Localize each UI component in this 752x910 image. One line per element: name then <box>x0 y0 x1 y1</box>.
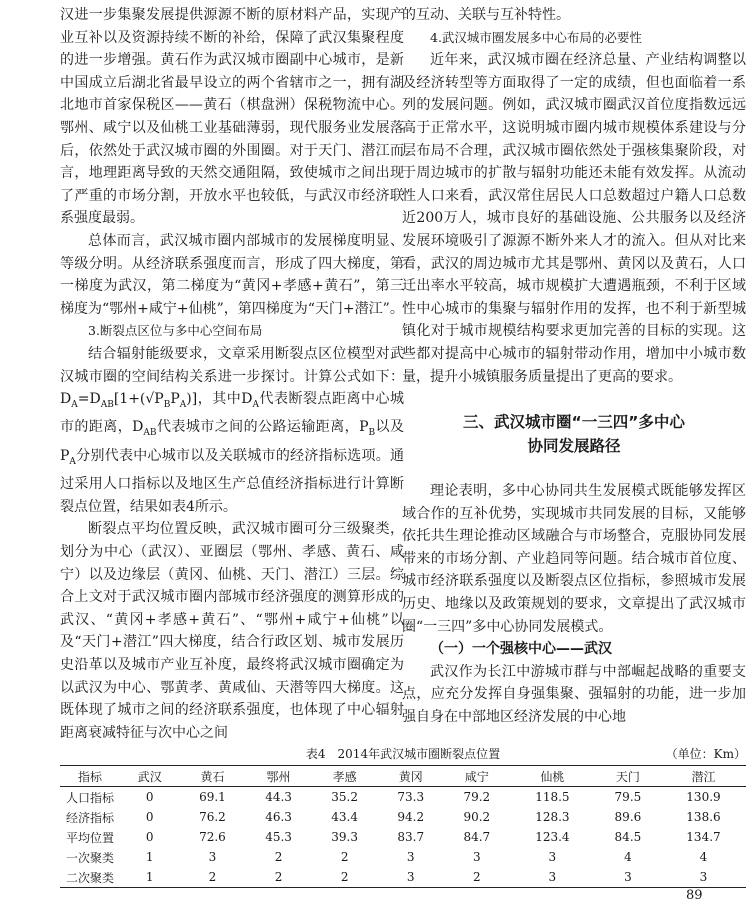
table-cell: 123.4 <box>535 830 570 844</box>
table-cell: 39.3 <box>331 830 358 844</box>
table-cell: 4 <box>624 850 632 864</box>
table-cell: 72.6 <box>199 830 226 844</box>
body-paragraph: 断裂点平均位置反映，武汉城市圈可分三级聚类，划分为中心（武汉）、亚圈层（鄂州、孝感、黄石、咸宁）以及边缘层（黄冈、仙桃、天门、潜江）三层。综合上文对于武汉城市圈内部城市经济强度的测算形成的武汉、“黄冈+孝感+黄石”、“鄂州+咸宁+仙桃”以及“天门+潜江”四大梯度，结合行政区划、城市发展历史沿革以及城市产业互补度，最终将武汉城市圈确定为以武汉为中心、鄂黄孝、黄咸仙、天潜等四大梯度。这既体现了城市之间的经济联系强度，也体现了中心辐射距离衰减特征与次中心之间 <box>60 521 404 741</box>
table-cell: 79.5 <box>614 790 642 804</box>
table-cell: 3 <box>406 850 415 864</box>
table-cell: 84.5 <box>614 830 642 844</box>
table-cell: 3 <box>595 867 661 888</box>
page-number: 89 <box>686 888 703 903</box>
breakpoint-table <box>60 765 746 888</box>
table-cell: 76.2 <box>199 810 226 824</box>
table-cell: 79.2 <box>463 790 491 804</box>
table-cell: 3 <box>473 850 481 864</box>
table-caption <box>60 745 746 763</box>
table-header-cell: 武汉 <box>120 766 179 787</box>
body-paragraph-formula: 结合辐射能级要求，文章采用断裂点区位模型对武汉城市圈的空间结构关系进一步探讨。计算公式如下：$D_A=D_{AB}[1+(√P_BP_A)]$，其中$D_A$代表断裂点距离中心城市的距离，$D_{AB}$代表城市之间的公路运输距离，$P_B$以及$P_A$分别代表中心城市以及关联城市的经济指标选项。通过采用人口指标以及地区生产总值经济指标进行计算断裂点位置，结果如表4所示。 <box>60 345 404 515</box>
table-header-cell: 指标 <box>60 766 120 787</box>
table-cell: 35.2 <box>331 790 358 804</box>
table-cell: 0 <box>145 830 154 844</box>
table-row-label: 平均位置 <box>65 830 114 845</box>
table-header-cell: 鄂州 <box>246 766 312 787</box>
table-cell: 89.6 <box>614 810 642 824</box>
table-cell: 134.7 <box>686 830 721 844</box>
table-cell: 3 <box>378 867 444 888</box>
table-header-cell: 黄石 <box>179 766 245 787</box>
table-cell: 94.2 <box>397 810 425 824</box>
table-header-cell: 咸宁 <box>444 766 510 787</box>
table-row-label: 二次聚类 <box>60 867 120 888</box>
table-cell: 44.3 <box>265 790 292 804</box>
table-cell: 0 <box>145 810 154 824</box>
table-cell: 2 <box>179 867 245 888</box>
table-cell: 84.7 <box>463 830 491 844</box>
body-paragraph: 近年来，武汉城市圈在经济总量、产业结构调整以及经济转型等方面取得了一定的成绩，但也面临着一系列的发展问题。例如，武汉城市圈武汉首位度指数远远高于正常水平，这说明城市圈内城市规模体系建设与分层布局不合理，武汉城市圈依然处于强核集聚阶段，对于周边城市的扩散与辐射功能还未能有效发挥。从流动性人口来看，武汉常住居民人口总数超过户籍人口总数近200万人，城市良好的基础设施、公共服务以及经济发展环境吸引了源源不断外来人才的流入。但从对比来看，武汉的周边城市尤其是鄂州、黄冈以及黄石，人口迁出率水平较高，城市规模扩大遭遇瓶颈，不利于区域性中心城市的集聚与辐射作用的发挥，也不利于新型城镇化对于城市规模结构要求更加完善的目标的实现。这些都对提高中心城市的辐射带动作用，增加中小城市数量，提升小城镇服务质量提出了更高的要求。 <box>402 52 746 385</box>
table-cell: 2 <box>274 850 283 864</box>
table-cell: 130.9 <box>686 790 721 804</box>
table-cell: 128.3 <box>535 810 570 824</box>
table-row <box>60 827 746 847</box>
table-row-label: 人口指标 <box>65 790 114 805</box>
table-cell: 2 <box>312 867 378 888</box>
table-header-cell: 孝感 <box>312 766 378 787</box>
table-unit: （单位：Km） <box>665 747 746 761</box>
table-row <box>60 807 746 827</box>
table-cell: 90.2 <box>463 810 491 824</box>
table-header-cell: 仙桃 <box>510 766 595 787</box>
table-cell: 2 <box>444 867 510 888</box>
table-cell: 0 <box>145 790 154 804</box>
table-cell: 118.5 <box>535 790 570 804</box>
bold-subheading: （一）一个强核中心——武汉 <box>430 641 612 658</box>
table-cell: 73.3 <box>397 790 425 804</box>
table-cell: 43.4 <box>331 810 358 824</box>
table-cell: 1 <box>145 850 154 864</box>
table-header-cell: 黄冈 <box>378 766 444 787</box>
table-header-cell: 天门 <box>595 766 661 787</box>
table-row <box>60 787 746 808</box>
table-cell: 138.6 <box>686 810 721 824</box>
table-cell: 3 <box>548 850 557 864</box>
subsection-heading: 4.武汉城市圈发展多中心布局的必要性 <box>430 29 642 45</box>
table-cell: 46.3 <box>265 810 292 824</box>
body-paragraph: 理论表明，多中心协同共生发展模式既能够发挥区域合作的互补优势，实现城市共同发展的目标，又能够依托共生理论推动区域融合与市场整合，克服协同发展带来的市场分割、产业趋同等问题。结合城市首位度、城市经济联系强度以及断裂点区位指标，参照城市发展历史、地缘以及政策规划的要求，文章提出了武汉城市圈“一三四”多中心协同发展模式。 <box>402 483 746 635</box>
table-cell: 3 <box>208 850 217 864</box>
table-cell: 3 <box>661 867 746 888</box>
section-title-line-1: 三、武汉城市圈“一三四”多中心 <box>463 413 685 432</box>
left-column <box>60 4 404 744</box>
table-cell: 3 <box>510 867 595 888</box>
body-paragraph: 总体而言，武汉城市圈内部城市的发展梯度明显、等级分明。从经济联系强度而言，形成了四大梯度，第一梯度为武汉，第二梯度为“黄冈+孝感+黄石”，第三梯度为“鄂州+咸宁+仙桃”，第四梯度为“天门+潜江”。 <box>60 232 404 317</box>
table-cell: 45.3 <box>265 830 292 844</box>
table-cell: 2 <box>340 850 349 864</box>
table-row-label: 一次聚类 <box>65 850 114 865</box>
table-header-cell: 潜江 <box>661 766 746 787</box>
subsection-heading: 3.断裂点区位与多中心空间布局 <box>88 323 263 339</box>
table-row <box>60 867 746 888</box>
table-cell: 1 <box>120 867 179 888</box>
body-paragraph: 汉进一步集聚发展提供源源不断的原材料产品，实现产业互补以及资源持续不断的补给，保障了武汉集聚程度的进一步增强。黄石作为武汉城市圈副中心城市，是新中国成立后湖北省最早设立的两个省辖市之一，拥有湖北地市首家保税区——黄石（棋盘洲）保税物流中心。鄂州、咸宁以及仙桃工业基础薄弱，现代服务业发展落后，依然处于武汉城市圈的外围圈。对于天门、潜江而言，地理距离导致的天然交通阻隔，致使城市之间出现了严重的市场分割，开放水平也较低，与武汉市经济联系强度最弱。 <box>60 7 404 227</box>
table-row <box>60 847 746 867</box>
table-row-label: 经济指标 <box>65 810 114 825</box>
table-header-row <box>60 766 746 787</box>
right-column <box>402 4 746 729</box>
table-title: 表4 2014年武汉城市圈断裂点位置 <box>305 747 501 761</box>
table-cell: 69.1 <box>199 790 226 804</box>
table-cell: 4 <box>699 850 708 864</box>
table-cell: 83.7 <box>397 830 425 844</box>
section-title-line-2: 协同发展路径 <box>527 437 621 456</box>
table-cell: 2 <box>246 867 312 888</box>
body-paragraph: 的互动、关联与互补特性。 <box>402 7 570 23</box>
body-paragraph: 武汉作为长江中游城市群与中部崛起战略的重要支点，应充分发挥自身强集聚、强辐射的功能，进一步加强自身在中部地区经济发展的中心地 <box>402 663 746 726</box>
